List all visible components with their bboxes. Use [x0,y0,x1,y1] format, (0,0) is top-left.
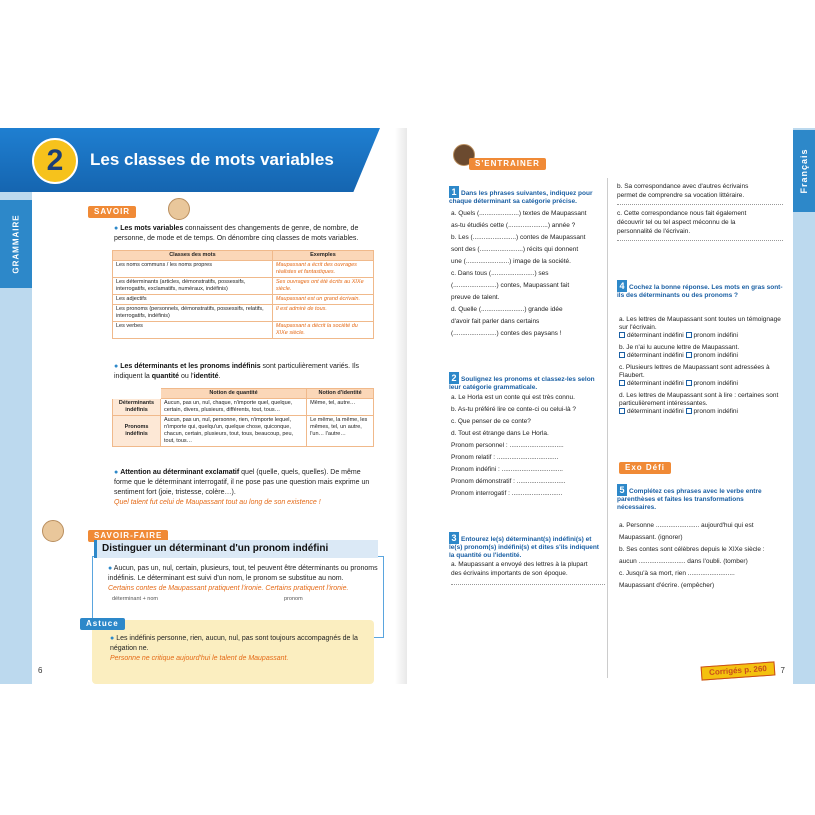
savoir-faire-title: Distinguer un déterminant d'un pronom indéfini [102,543,329,554]
exercise-5-body: a. Personne ........................ aujourd'hui qui est Maupassant. (ignorer) b. Ses contes sont célèbres depuis le XIXe siècle : aucun .......................... dans l'oubli. (tomber) c. Jusqu'à sa mort, rien .......................... Maupassant d'écrire. (empêcher) [619,522,765,589]
table-row: Pronoms indéfinis Aucun, pas un, nul, personne, rien, n'importe lequel, n'importe qui, quelqu'un, quelque chose, quiconque, chacun, certain, plusieurs, tout, tous, beaucoup, peu, tout, tous… Le même, la même, les mêmes, tel, un autre, l'un… l'autre… [113,416,374,447]
bullet-icon: ● [110,635,115,642]
page-number-right: 7 [780,666,785,675]
table-row: Les adjectifs Maupassant est un grand écrivain. [113,295,374,305]
table-corner [113,389,161,399]
left-page [0,128,407,684]
right-page [407,128,815,684]
entrainer-tag: S'ENTRAINER [469,158,546,170]
answer-line [617,204,783,205]
reading-child-illustration-icon [42,520,64,542]
exo-defi-tag: Exo Défi [619,462,671,474]
exclamatif-paragraph: ● Attention au déterminant exclamatif quel (quelle, quels, quelles). De même forme que le déterminant interrogatif, il ne pose pas une question mais exprime un sentiment fort (joie, tristesse, colère…). Quel talent fut celui de Maupassant tout au long de son existence ! [114,469,370,506]
label-det-nom: déterminant + nom [112,596,159,602]
checkbox[interactable] [686,408,692,414]
exercise-4-body: a. Les lettres de Maupassant sont toutes un témoignage sur l'écrivain. déterminant indéfini pronom indéfini b. Je n'ai lu aucune lettre de Maupassant. déterminant indéfini pronom indéfini c. Plusieurs lettres de Maupassant sont adressées à Flaubert. déterminant indéfini pronom indéfini d. Les lettres de Maupassant sont à lire : certaines sont particulièrement intéressantes. déterminant indéfini pronom indéfini [619,316,781,415]
table-row: Les verbes Maupassant a décrit la société du XIXe siècle. [113,322,374,339]
exercise-3-body: a. Maupassant a envoyé des lettres à la plupart des écrivains importants de son époque. [451,560,605,585]
savoir-intro: ● Les mots variables connaissent des changements de genre, de nombre, de personne, de mode et de temps. On dénombre cinq classes de mots variables. [114,225,359,242]
bullet-icon: ● [114,469,119,476]
checkbox[interactable] [619,352,625,358]
table-header: Exemples [272,251,373,261]
bullet-icon: ● [114,363,119,370]
table-row: Les pronoms (personnels, démonstratifs, possessifs, relatifs, interrogatifs, indéfinis) Il est admiré de tous. [113,305,374,322]
savoir-faire-tag: SAVOIR-FAIRE [88,530,168,542]
indefinis-table [112,388,374,447]
bullet-icon: ● [108,565,113,572]
astuce-text: ● Les indéfinis personne, rien, aucun, nul, pas sont toujours accompagnés de la négation ne. Personne ne critique aujourd'hui le talent de Maupassant. [110,635,358,662]
label-pronom: pronom [284,596,303,602]
bullet-icon: ● [114,225,119,232]
exercise-1-header: 1 Dans les phrases suivantes, indiquez pour chaque déterminant sa catégorie précise. [449,187,593,205]
book-spread [0,128,815,684]
exercise-2-header: 2 Soulignez les pronoms et classez-les selon leur catégorie grammaticale. [449,373,595,391]
table-header: Classes des mots [113,251,273,261]
column-divider [607,178,608,678]
francais-label: Français [799,148,809,194]
exercise-4-header: 4 Cochez la bonne réponse. Les mots en gras sont-ils des déterminants ou des pronoms ? [617,281,783,299]
exercise-5-header: 5 Complétez ces phrases avec le verbe entre parenthèses et faites les transformations nécessaires. [617,485,762,511]
corriges-stamp: Corrigés p. 260 [701,661,776,680]
chapter-number: 2 [32,138,78,184]
savoir-tag: SAVOIR [88,206,136,218]
det-paragraph: ● Les déterminants et les pronoms indéfinis sont particulièrement variés. Ils indiquent la quantité ou l'identité. [114,363,360,380]
exercise-2-body: a. Le Horla est un conte qui est très connu. b. As-tu préféré lire ce conte-ci ou celui-là ? c. Que penser de ce conte? d. Tout est étrange dans Le Horla. Pronom personnel : .............................. Pronom relatif : .................................. Pronom indéfini : .................................. Pronom démonstratif : ........................... Pronom interrogatif : ............................ [451,394,577,497]
table-row: Les déterminants (articles, démonstratifs, possessifs, interrogatifs, exclamatifs, numéraux, indéfinis) Ses ouvrages ont été écrits au XIXe siècle. [113,278,374,295]
exclamatif-example: Quel talent fut celui de Maupassant tout au long de son existence ! [114,499,321,506]
checkbox[interactable] [619,408,625,414]
exercise-3-continued: b. Sa correspondance avec d'autres écrivains permet de comprendre sa vocation littéraire. c. Cette correspondance nous fait également découvrir tel ou tel aspect méconnu de la personnalité de l'écrivain. [617,182,783,245]
astuce-tag: Astuce [80,618,125,630]
checkbox[interactable] [619,332,625,338]
checkbox[interactable] [686,332,692,338]
grammaire-label: GRAMMAIRE [11,214,21,274]
chapter-title: Les classes de mots variables [90,150,334,169]
grammaire-tab [0,200,32,288]
savoir-faire-text: ● Aucun, pas un, nul, certain, plusieurs, tout, tel peuvent être déterminants ou pronoms indéfinis. Le déterminant est suivi d'un nom, le pronom se substitue au nom. Certains contes de Maupassant pratiquent l'ironie. Certains pratiquent l'ironie. [108,565,378,592]
student-illustration-icon [168,198,190,220]
table-row: Les noms communs / les noms propres Maupassant a écrit des ouvrages réalistes et fantastiques. [113,261,374,278]
table-header: Notion de quantité [161,389,307,399]
checkbox[interactable] [686,380,692,386]
table-header: Notion d'identité [307,389,374,399]
checkbox[interactable] [686,352,692,358]
exercise-1-body: a. Quels (......................) textes de Maupassant as-tu étudiés cette (......................) année ? b. Les (........................) contes de Maupassant sont des (........................) récits qui donnent une (........................) image de la société. c. Dans tous (........................) ses (........................) contes, Maupassant fait preuve de talent. d. Quelle (........................) grande idée d'avoir fait parler dans certains (........................) contes des paysans ! [451,210,587,337]
table-row: Déterminants indéfinis Aucun, pas un, nul, chaque, n'importe quel, quelque, certain, divers, plusieurs, différents, tout, tous… Même, tel, autre… [113,399,374,416]
francais-tab [793,130,815,212]
answer-line [617,240,783,241]
answer-line [451,584,605,585]
classes-table [112,250,374,339]
page-number-left: 6 [38,666,43,675]
exercise-3-header: 3 Entourez le(s) déterminant(s) indéfini(s) et le(s) pronom(s) indéfini(s) et dites s'ils indiquent la quantité ou l'identité. [449,533,599,559]
checkbox[interactable] [619,380,625,386]
